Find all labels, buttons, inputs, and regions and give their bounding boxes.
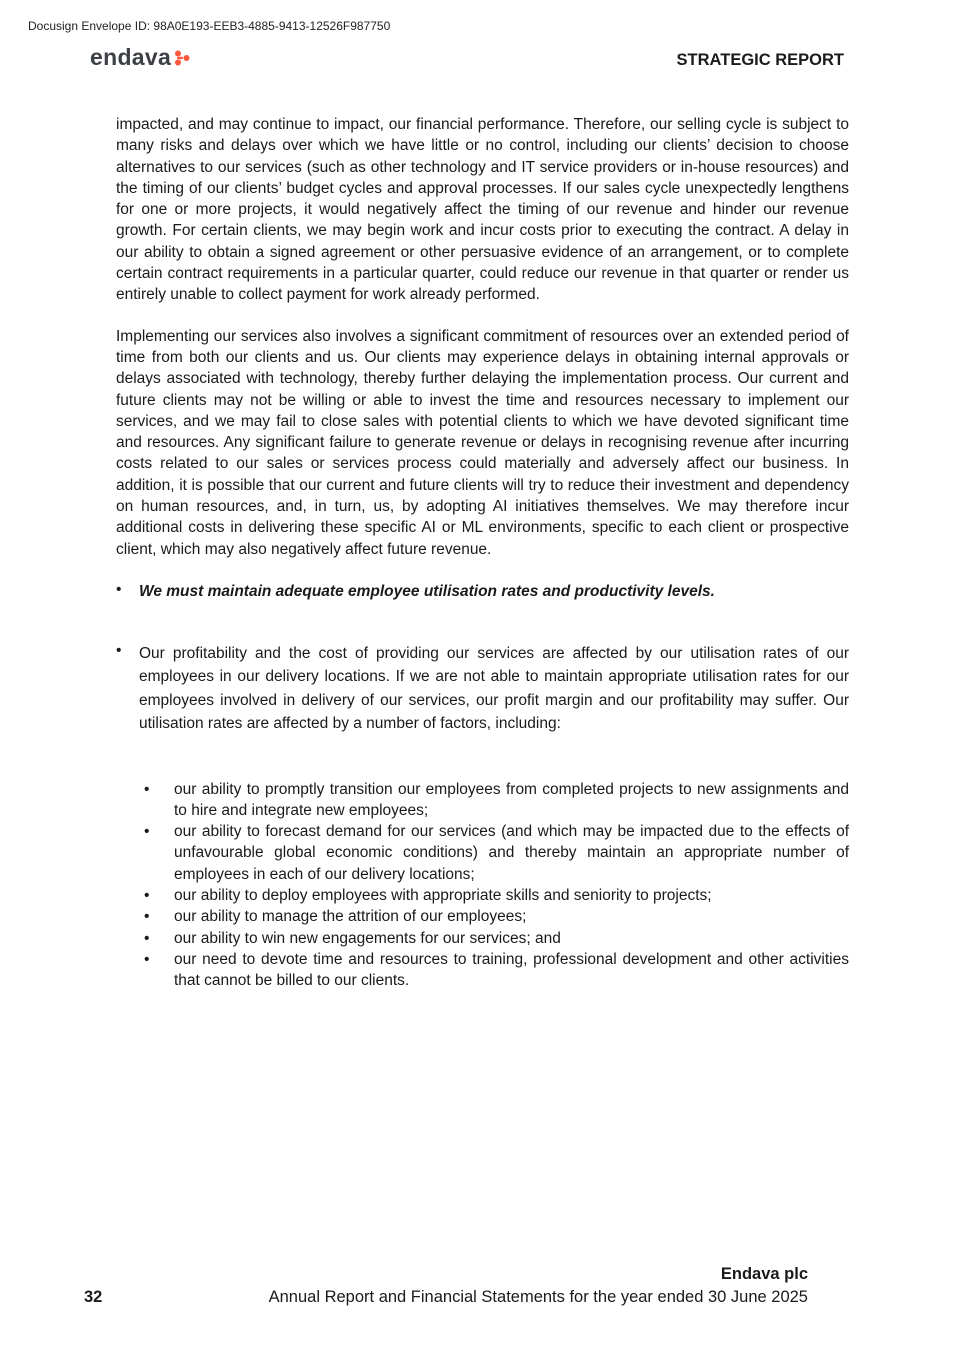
utilisation-item (116, 642, 849, 736)
bullet-marker: • (116, 580, 122, 598)
page-number: 32 (84, 1288, 103, 1306)
footer-company-name: Endava plc (720, 1265, 808, 1283)
endava-logo (90, 44, 190, 71)
endava-dots-logo-icon (174, 50, 190, 66)
list-item (144, 885, 849, 906)
bullet-marker: • (144, 780, 150, 798)
factor-text: our ability to win new engagements for our services; and (174, 929, 561, 947)
footer-caption: Annual Report and Financial Statements for the year ended 30 June 2025 (268, 1288, 808, 1306)
bullet-marker: • (116, 641, 122, 659)
paragraph-implementation: Implementing our services also involves a significant commitment of resources over an extended period of time from both our clients and us. Our clients may experience delays in obtaining internal approvals or delays associated with technology, thereby further delaying the implementation process. Our current and future clients may not be willing or able to invest the time and resources necessary to implement our services, and we may fail to close sales with potential clients to which we have devoted significant time and resources. Any significant failure to generate revenue or delays in recognising revenue after incurring costs related to our sales or services process could materially and adversely affect our business. In addition, it is possible that our current and future clients will try to reduce their investment and dependency on human resources, and, in turn, us, by adopting AI initiatives themselves. We may therefore incur additional costs in delivering these specific AI or ML environments, specific to each client or prospective client, which may also negatively affect future revenue. (116, 327, 849, 558)
bullet-marker: • (144, 950, 150, 968)
list-item (144, 821, 849, 885)
list-item (144, 928, 849, 949)
bullet-marker: • (144, 887, 150, 905)
paragraph-selling-cycle: impacted, and may continue to impact, our financial performance. Therefore, our selling cycle is subject to many risks and delays over which we have little or no control, including our clients’ decision to choose alternatives to our services (such as other technology and IT service providers or in-house resources) and the timing of our clients’ budget cycles and approval processes. If our sales cycle unexpectedly lengthens for one or more projects, it would negatively affect the timing of our revenue and hinder our revenue growth. For certain clients, we may begin work and incur costs prior to executing the contract. A delay in our ability to obtain a signed agreement or other persuasive evidence of an arrangement, or to complete certain contract requirements in a particular quarter, could reduce our revenue in that quarter or render us entirely unable to collect payment for work already performed. (116, 116, 849, 304)
section-title: STRATEGIC REPORT (676, 51, 844, 69)
bullet-marker: • (144, 908, 150, 926)
utilisation-factors-list (144, 779, 849, 992)
factor-text: our ability to manage the attrition of our employees; (174, 908, 527, 926)
report-body (116, 114, 849, 992)
risk-heading-item (116, 581, 849, 603)
bullet-marker: • (144, 823, 150, 841)
docusign-envelope-id: Docusign Envelope ID: 98A0E193-EEB3-4885-9413-12526F987750 (28, 19, 391, 33)
factor-text: our ability to forecast demand for our services (and which may be impacted due to the effects of unfavourable global economic conditions) and thereby maintain an appropriate number of employees in each of our delivery locations; (174, 823, 849, 883)
factor-text: our ability to deploy employees with appropriate skills and seniority to projects; (174, 887, 712, 905)
factor-text: our ability to promptly transition our employees from completed projects to new assignments and to hire and integrate new employees; (174, 780, 849, 819)
list-item (144, 779, 849, 822)
utilisation-paragraph: Our profitability and the cost of providing our services are affected by our utilisation rates of our employees in our delivery locations. If we are not able to maintain appropriate utilisation rates for our employees involved in delivery of our services, our profit margin and our profitability may suffer. Our utilisation rates are affected by a number of factors, including: (139, 644, 849, 733)
risk-heading: We must maintain adequate employee utilisation rates and productivity levels. (139, 582, 715, 600)
bullet-marker: • (144, 929, 150, 947)
list-item (144, 906, 849, 927)
list-item (144, 949, 849, 992)
factor-text: our need to devote time and resources to training, professional development and other activities that cannot be billed to our clients. (174, 950, 849, 990)
logo-wordmark: endava (90, 44, 172, 70)
